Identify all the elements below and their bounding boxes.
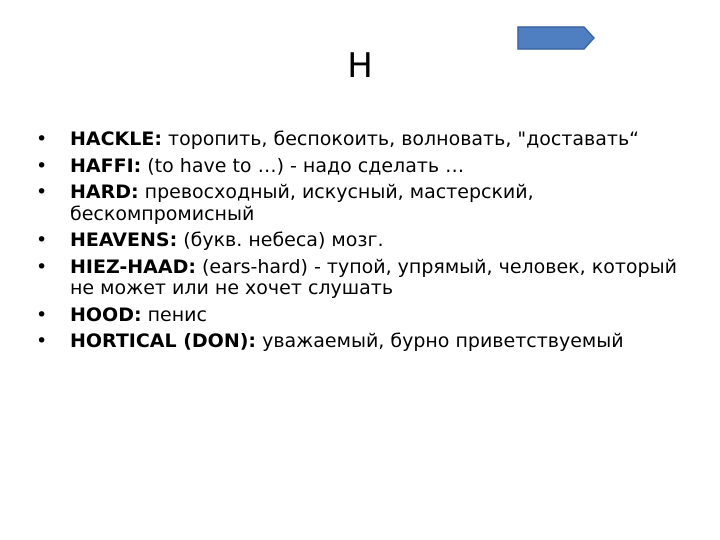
term: HAFFI: [70, 154, 142, 177]
definition: (to have to …) - надо сделать … [141, 154, 465, 177]
definition: уважаемый, бурно приветствуемый [256, 330, 624, 352]
glossary-list [36, 129, 696, 358]
list-item [36, 230, 696, 252]
list-item [36, 305, 696, 327]
list-item [36, 331, 696, 353]
definition: торопить, беспокоить, волновать, "доставать“ [161, 128, 640, 150]
bullet-icon: • [36, 154, 48, 177]
definition: (букв. небеса) мозг. [177, 229, 384, 251]
definition: превосходный, искусный, мастерский, бескомпромисный [70, 181, 534, 225]
list-item [36, 129, 696, 151]
bullet-icon: • [36, 303, 48, 326]
term: HOOD: [70, 303, 142, 326]
bullet-icon: • [36, 255, 48, 278]
term: HACKLE: [70, 128, 162, 150]
term: HARD: [70, 181, 139, 203]
list-item [36, 156, 696, 178]
list-item [36, 257, 696, 300]
bullet-icon: • [36, 128, 48, 150]
definition: пенис [141, 303, 207, 326]
list-item [36, 182, 696, 225]
term: HORTICAL (DON): [70, 330, 257, 352]
bullet-icon: • [36, 330, 48, 352]
bullet-icon: • [36, 229, 48, 251]
bullet-icon: • [36, 181, 48, 203]
term: HIEZ-HAAD: [70, 255, 196, 278]
definition: (ears-hard) - тупой, упрямый, человек, который не может или не хочет слушать [70, 255, 677, 299]
slide-title: H [347, 46, 373, 86]
term: HEAVENS: [70, 229, 178, 251]
